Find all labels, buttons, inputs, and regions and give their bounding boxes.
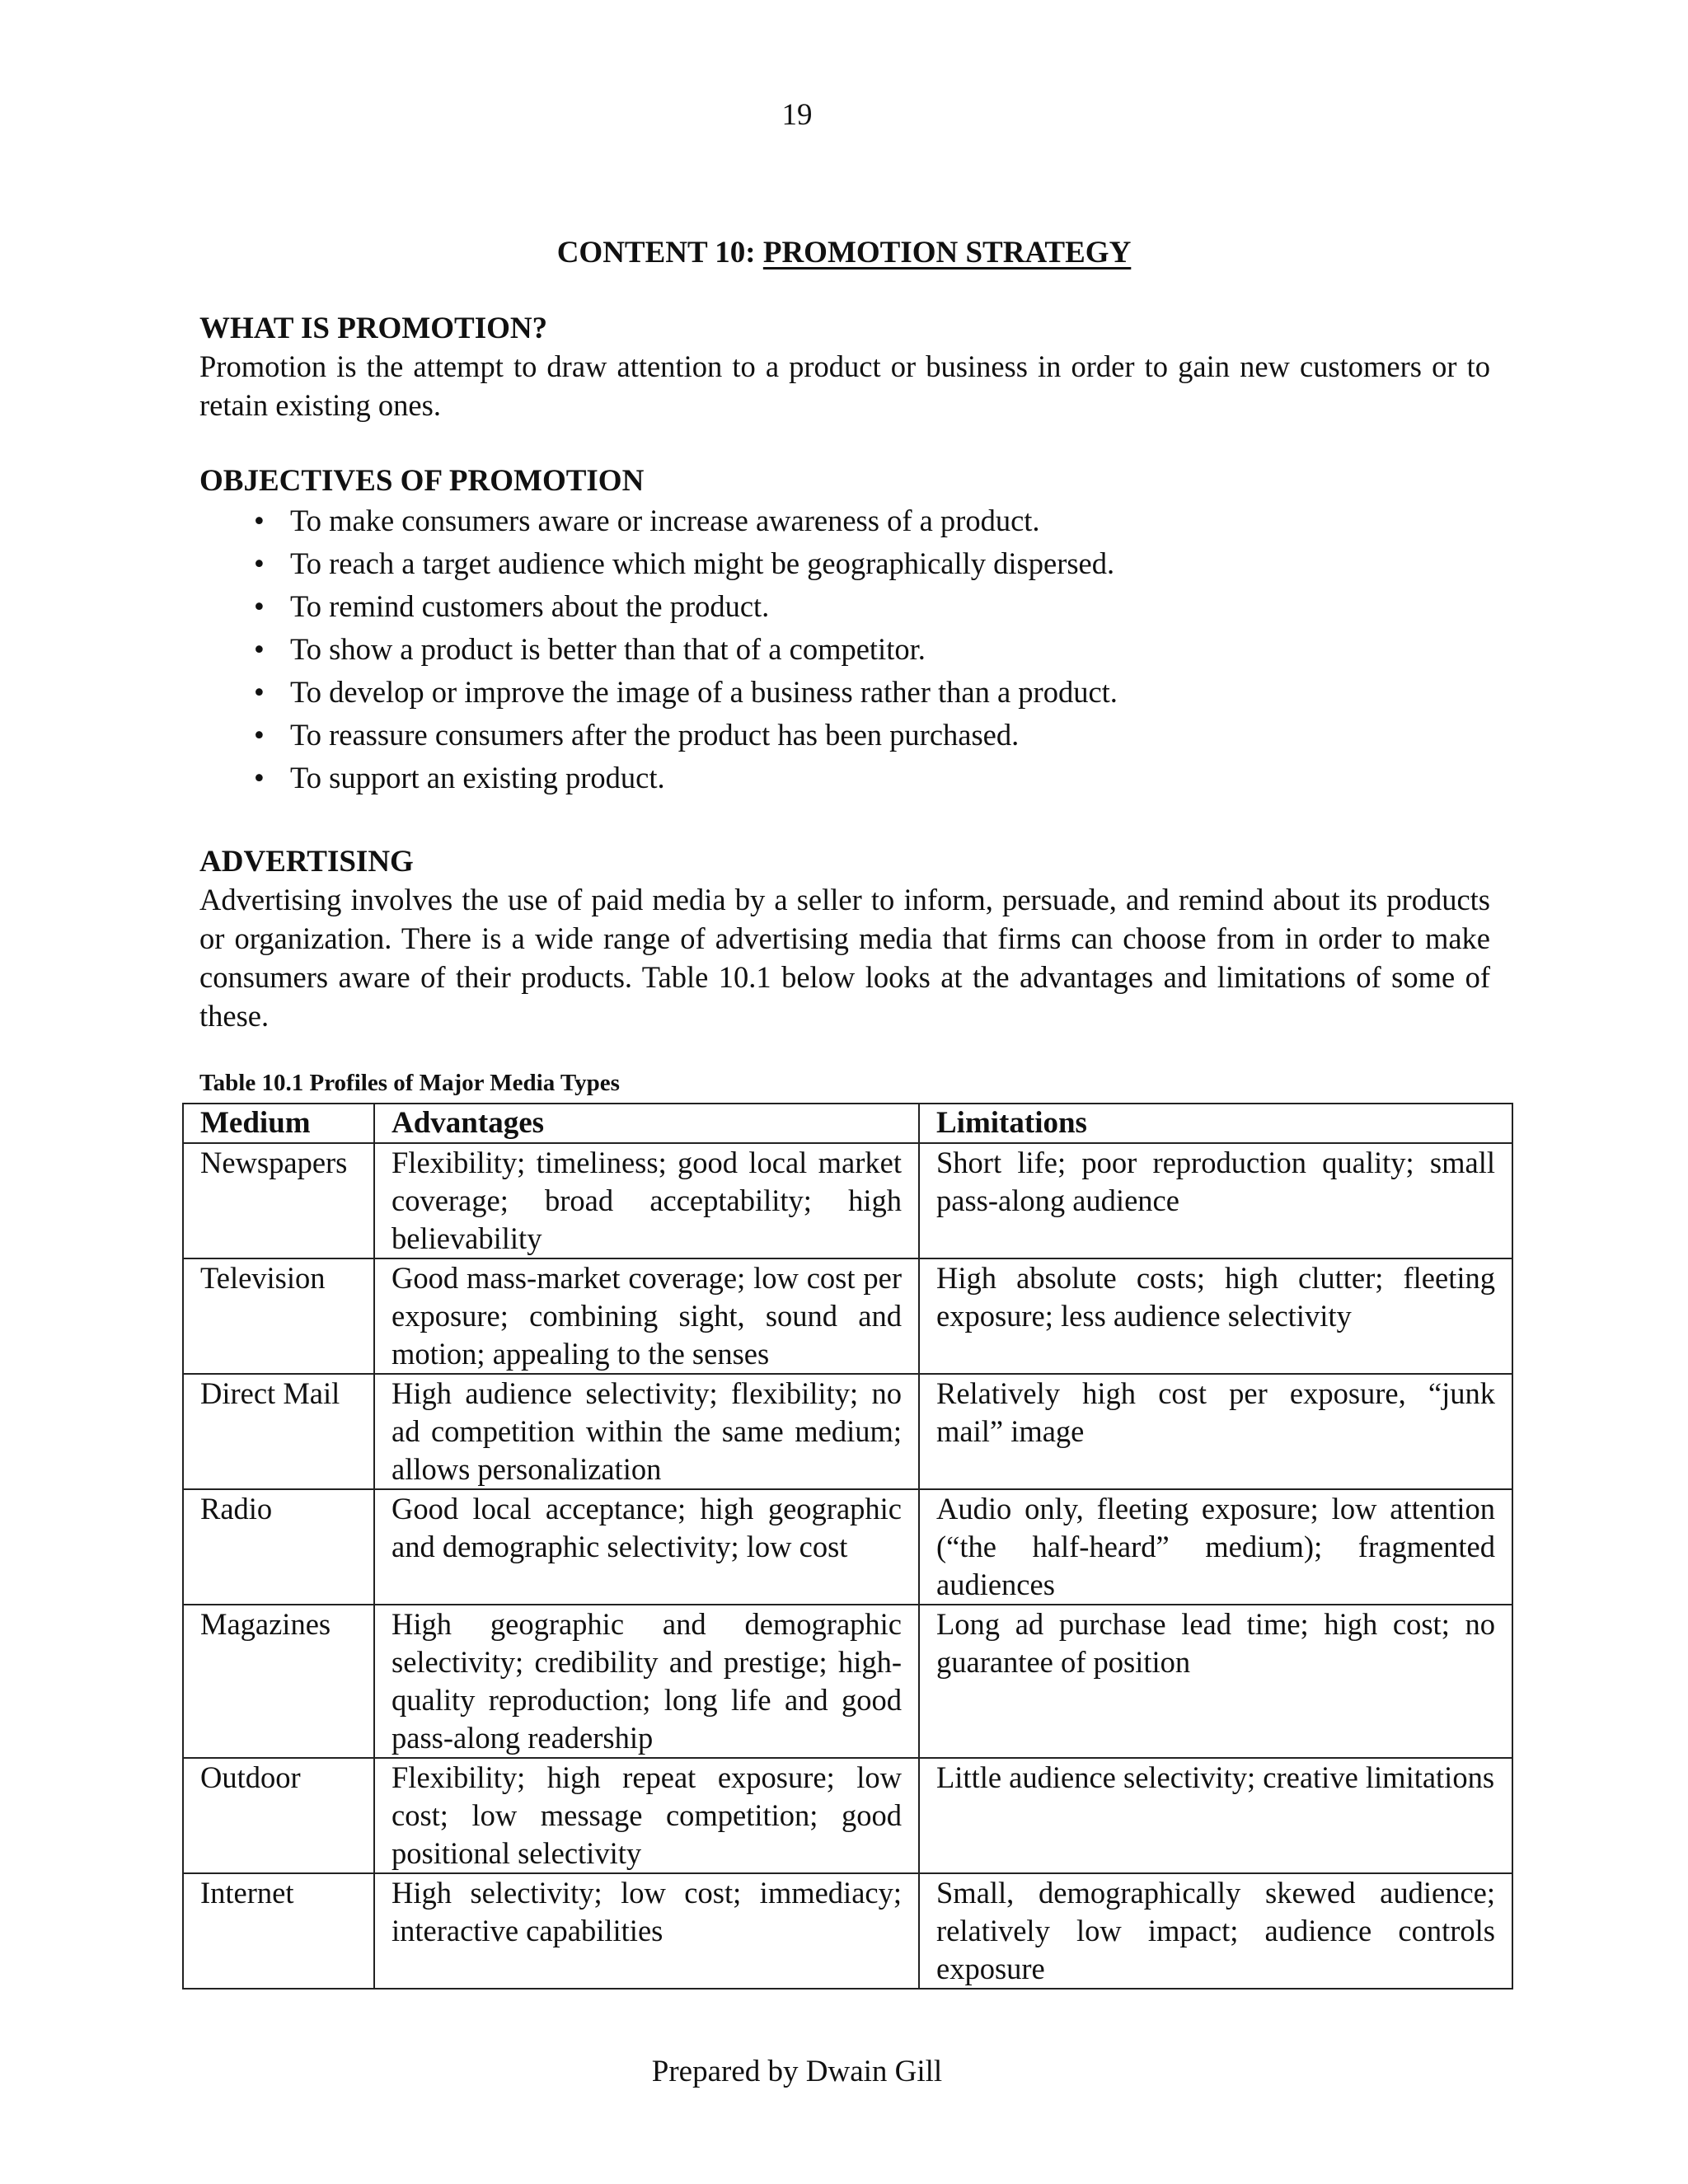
medium-cell: Television <box>183 1258 374 1374</box>
table-row <box>183 1758 1512 1873</box>
column-header-medium: Medium <box>183 1104 374 1143</box>
table-row <box>183 1605 1512 1758</box>
objective-text: To show a product is better than that of a competitor. <box>290 632 926 666</box>
advantages-cell: Flexibility; high repeat exposure; low cost; low message competition; good positional selectivity <box>374 1758 919 1873</box>
table-row <box>183 1258 1512 1374</box>
objective-text: To remind customers about the product. <box>290 589 770 623</box>
table-row <box>183 1489 1512 1605</box>
page-number: 19 <box>781 98 813 132</box>
objectives-list <box>199 499 1490 799</box>
table-row <box>183 1873 1512 1989</box>
bullet-icon: • <box>254 546 265 580</box>
medium-cell: Newspapers <box>183 1143 374 1258</box>
what-is-promotion-heading: WHAT IS PROMOTION? <box>199 312 548 345</box>
advantages-cell: Good local acceptance; high geographic and demographic selectivity; low cost <box>374 1489 919 1605</box>
page-title-underlined: PROMOTION STRATEGY <box>762 236 1132 269</box>
media-types-table <box>182 1103 1513 1990</box>
bullet-icon: • <box>254 675 265 709</box>
limitations-cell: Short life; poor reproduction quality; small pass-along audience <box>919 1143 1512 1258</box>
limitations-cell: Small, demographically skewed audience; relatively low impact; audience controls exposure <box>919 1873 1512 1989</box>
list-item <box>199 542 1490 585</box>
advantages-cell: High audience selectivity; flexibility; no ad competition within the same medium; allows personalization <box>374 1374 919 1489</box>
column-header-advantages: Advantages <box>374 1104 919 1143</box>
bullet-icon: • <box>254 632 265 666</box>
objectives-section <box>199 463 1490 799</box>
table-row <box>183 1374 1512 1489</box>
limitations-cell: Long ad purchase lead time; high cost; no guarantee of position <box>919 1605 1512 1758</box>
advantages-cell: High selectivity; low cost; immediacy; interactive capabilities <box>374 1873 919 1989</box>
list-item <box>199 714 1490 757</box>
objective-text: To make consumers aware or increase awareness of a product. <box>290 504 1040 537</box>
medium-cell: Outdoor <box>183 1758 374 1873</box>
objective-text: To reach a target audience which might be geographically dispersed. <box>290 546 1115 580</box>
advertising-heading: ADVERTISING <box>199 845 414 879</box>
list-item <box>199 757 1490 799</box>
medium-cell: Radio <box>183 1489 374 1605</box>
advertising-text: Advertising involves the use of paid media by a seller to inform, persuade, and remind about its products or organization. There is a wide range of advertising media that firms can choose from in order to make consumers aware of their products. Table 10.1 below looks at the advantages and limitations of some of these. <box>199 883 1490 1033</box>
objectives-heading: OBJECTIVES OF PROMOTION <box>199 464 645 498</box>
page-title-prefix: CONTENT 10: <box>556 236 763 269</box>
bullet-icon: • <box>254 589 265 623</box>
limitations-cell: High absolute costs; high clutter; fleeting exposure; less audience selectivity <box>919 1258 1512 1374</box>
advantages-cell: Flexibility; timeliness; good local market coverage; broad acceptability; high believability <box>374 1143 919 1258</box>
medium-cell: Internet <box>183 1873 374 1989</box>
limitations-cell: Audio only, fleeting exposure; low attention (“the half-heard” medium); fragmented audiences <box>919 1489 1512 1605</box>
medium-cell: Magazines <box>183 1605 374 1758</box>
bullet-icon: • <box>254 761 265 794</box>
what-is-promotion-section <box>199 311 1490 424</box>
list-item <box>199 585 1490 628</box>
bullet-icon: • <box>254 718 265 752</box>
page-footer: Prepared by Dwain Gill <box>651 2055 943 2088</box>
advertising-section <box>199 844 1490 1035</box>
limitations-cell: Little audience selectivity; creative limitations <box>919 1758 1512 1873</box>
table-caption: Table 10.1 Profiles of Major Media Types <box>199 1070 620 1096</box>
list-item <box>199 499 1490 542</box>
objective-text: To support an existing product. <box>290 761 665 794</box>
table-row <box>183 1143 1512 1258</box>
list-item <box>199 671 1490 714</box>
medium-cell: Direct Mail <box>183 1374 374 1489</box>
column-header-limitations: Limitations <box>919 1104 1512 1143</box>
objective-text: To reassure consumers after the product has been purchased. <box>290 718 1020 752</box>
page-title <box>0 235 1688 270</box>
table-header-row <box>183 1104 1512 1143</box>
advantages-cell: High geographic and demographic selectivity; credibility and prestige; high-quality reproduction; long life and good pass-along readership <box>374 1605 919 1758</box>
what-is-promotion-text: Promotion is the attempt to draw attention to a product or business in order to gain new customers or to retain existing ones. <box>199 349 1490 422</box>
advantages-cell: Good mass-market coverage; low cost per exposure; combining sight, sound and motion; appealing to the senses <box>374 1258 919 1374</box>
bullet-icon: • <box>254 504 265 537</box>
limitations-cell: Relatively high cost per exposure, “junk mail” image <box>919 1374 1512 1489</box>
list-item <box>199 628 1490 671</box>
objective-text: To develop or improve the image of a business rather than a product. <box>290 675 1118 709</box>
